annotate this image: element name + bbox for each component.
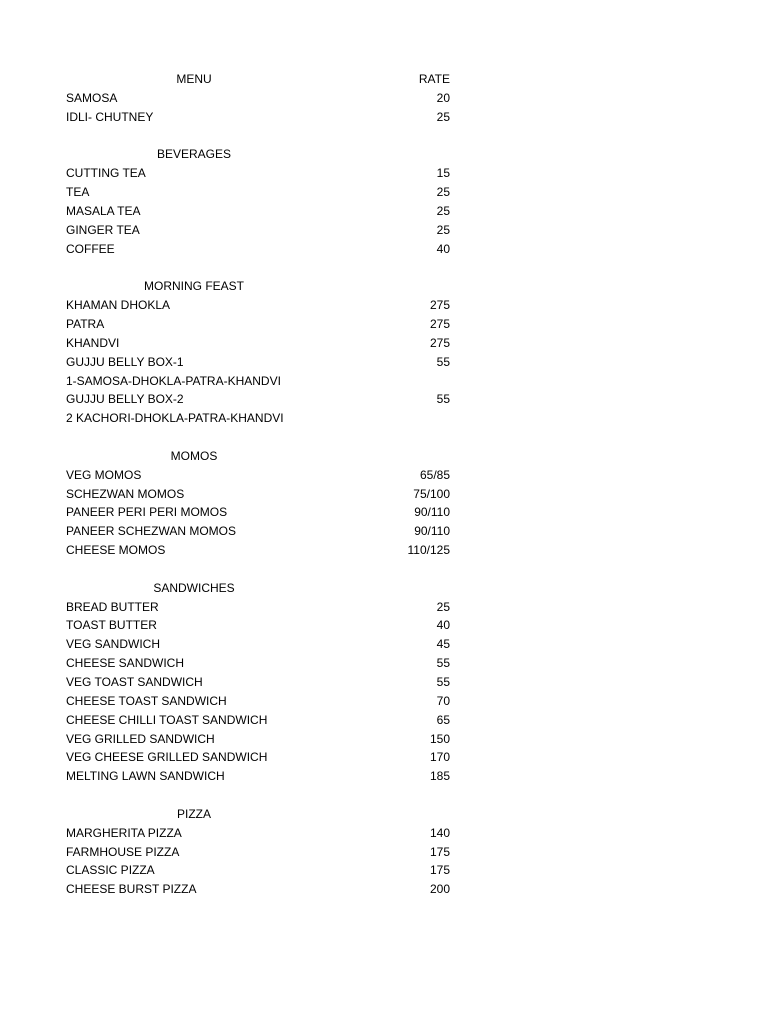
menu-item-row (66, 353, 450, 372)
item-name: CHEESE CHILLI TOAST SANDWICH (66, 712, 268, 727)
item-name: GINGER TEA (66, 222, 140, 237)
item-name: IDLI- CHUTNEY (66, 109, 154, 124)
item-price: 45 (436, 637, 450, 652)
section-spacer (66, 786, 450, 805)
item-price: 275 (429, 335, 450, 350)
item-price: 55 (436, 354, 450, 369)
item-price: 25 (436, 599, 450, 614)
menu-sections (66, 89, 450, 899)
menu-item-row (66, 616, 450, 635)
menu-item-row (66, 390, 450, 409)
item-price: 75/100 (413, 486, 450, 501)
item-name: KHAMAN DHOKLA (66, 298, 171, 313)
menu-item-row (66, 843, 450, 862)
item-price: 275 (429, 316, 450, 331)
item-price: 25 (436, 203, 450, 218)
menu-item-row (66, 372, 450, 391)
item-name: VEG MOMOS (66, 467, 142, 482)
item-name: KHANDVI (66, 335, 120, 350)
item-name: SCHEZWAN MOMOS (66, 486, 185, 501)
item-price: 170 (429, 750, 450, 765)
item-name: 2 KACHORI-DHOKLA-PATRA-KHANDVI (66, 411, 284, 426)
section-header-row (66, 277, 450, 296)
menu-item-row (66, 654, 450, 673)
item-name: VEG SANDWICH (66, 637, 161, 652)
item-name: CHEESE SANDWICH (66, 656, 185, 671)
item-name: MARGHERITA PIZZA (66, 825, 182, 840)
menu-item-row (66, 485, 450, 504)
item-price: 55 (436, 656, 450, 671)
menu-item-row (66, 164, 450, 183)
item-name: VEG TOAST SANDWICH (66, 675, 203, 689)
section-title: BEVERAGES (156, 147, 232, 162)
section-header-row (66, 579, 450, 598)
item-price: 140 (429, 825, 450, 840)
menu-item-row (66, 522, 450, 541)
item-name: CLASSIC PIZZA (66, 863, 155, 878)
item-price: 275 (429, 298, 450, 313)
item-price: 175 (429, 844, 450, 859)
item-name: CUTTING TEA (66, 166, 146, 181)
section-spacer (66, 428, 450, 447)
menu-item-row (66, 711, 450, 730)
item-price: 15 (436, 166, 450, 181)
item-name: 1-SAMOSA-DHOKLA-PATRA-KHANDVI (66, 373, 281, 388)
menu-item-row (66, 108, 450, 127)
menu-item-row (66, 409, 450, 428)
menu-item-row (66, 692, 450, 711)
item-name: PANEER PERI PERI MOMOS (66, 505, 228, 520)
menu-item-row (66, 767, 450, 786)
item-name: VEG GRILLED SANDWICH (66, 731, 215, 746)
item-price: 55 (436, 392, 450, 407)
menu-item-row (66, 240, 450, 259)
menu-item-row (66, 334, 450, 353)
item-name: TOAST BUTTER (66, 618, 157, 633)
menu-item-row (66, 880, 450, 899)
item-name: GUJJU BELLY BOX-1 (66, 354, 184, 369)
item-name: CHEESE MOMOS (66, 543, 166, 558)
menu-item-row (66, 598, 450, 617)
section-header-row (66, 447, 450, 466)
rate-heading: RATE (418, 72, 450, 86)
item-name: TEA (66, 185, 90, 200)
item-name: PATRA (66, 316, 105, 331)
item-price: 90/110 (414, 505, 450, 520)
menu-item-row (66, 541, 450, 560)
menu-item-row (66, 824, 450, 843)
item-price: 25 (436, 222, 450, 237)
item-price: 65/85 (419, 467, 450, 482)
section-spacer (66, 127, 450, 146)
item-price: 200 (429, 882, 450, 897)
menu-item-row (66, 202, 450, 221)
item-price: 40 (436, 618, 450, 633)
section-spacer (66, 258, 450, 277)
section-header-row (66, 805, 450, 824)
item-price: 55 (436, 675, 450, 689)
item-name: SAMOSA (66, 90, 118, 105)
menu-table (66, 70, 450, 899)
item-name: VEG CHEESE GRILLED SANDWICH (66, 750, 268, 765)
section-title: MORNING FEAST (143, 279, 244, 294)
item-price: 90/110 (414, 524, 450, 539)
section-spacer (66, 560, 450, 579)
section-header-row (66, 145, 450, 164)
item-name: CHEESE TOAST SANDWICH (66, 693, 227, 708)
menu-item-row (66, 466, 450, 485)
menu-item-row (66, 503, 450, 522)
menu-item-row (66, 861, 450, 880)
menu-item-row (66, 635, 450, 654)
item-price: 40 (436, 241, 450, 256)
item-price: 185 (429, 769, 450, 784)
item-price: 150 (429, 731, 450, 746)
menu-item-row (66, 89, 450, 108)
item-price: 20 (436, 90, 450, 105)
section-title: SANDWICHES (153, 580, 235, 595)
section-title: MOMOS (170, 448, 218, 463)
item-name: MELTING LAWN SANDWICH (66, 769, 225, 784)
menu-item-row (66, 183, 450, 202)
item-name: PANEER SCHEZWAN MOMOS (66, 524, 237, 539)
menu-item-row (66, 730, 450, 749)
menu-item-row (66, 673, 450, 692)
item-name: GUJJU BELLY BOX-2 (66, 392, 184, 407)
item-price: 25 (436, 109, 450, 124)
menu-item-row (66, 221, 450, 240)
item-name: BREAD BUTTER (66, 599, 159, 614)
item-price: 110/125 (407, 543, 450, 558)
item-price: 175 (429, 863, 450, 878)
item-price: 65 (436, 712, 450, 727)
item-name: FARMHOUSE PIZZA (66, 844, 180, 859)
item-price: 70 (436, 693, 450, 708)
menu-item-row (66, 748, 450, 767)
item-name: CHEESE BURST PIZZA (66, 882, 197, 897)
item-name: COFFEE (66, 241, 115, 256)
menu-header-row (66, 70, 450, 89)
menu-item-row (66, 296, 450, 315)
section-title: PIZZA (176, 806, 211, 821)
menu-item-row (66, 315, 450, 334)
item-price: 25 (436, 185, 450, 200)
menu-heading: MENU (176, 72, 212, 86)
item-name: MASALA TEA (66, 203, 141, 218)
